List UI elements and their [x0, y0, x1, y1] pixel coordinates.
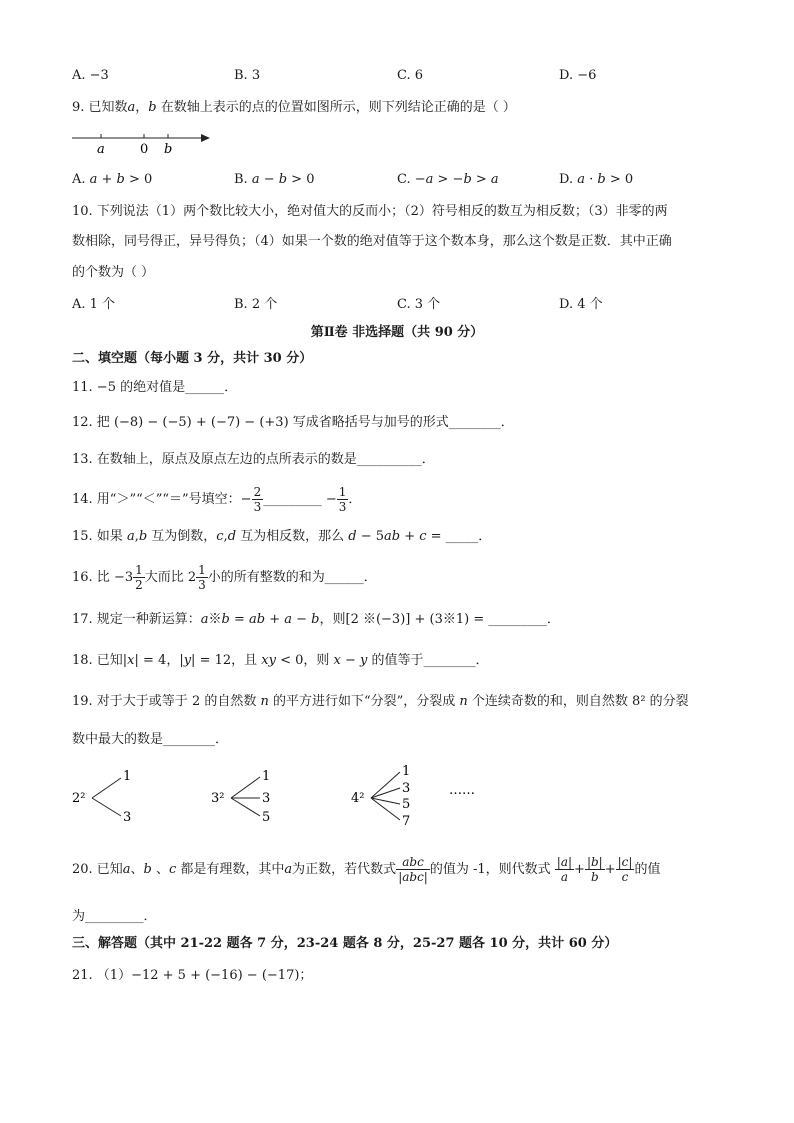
q20-fraction-b	[585, 855, 605, 884]
q20-mid: 的值为 -1，则代数式	[429, 862, 551, 877]
split-3-num-1: 1	[262, 769, 271, 784]
q20-plus-2: +	[604, 862, 616, 877]
q14	[72, 482, 361, 518]
base-3-squared: 3²	[211, 791, 225, 806]
q9-option-d: D. 𝑎 · 𝑏 > 0	[559, 172, 634, 187]
diagram-ellipsis: ……	[449, 783, 475, 798]
q20-f-num: 𝑎𝑏𝑐	[396, 855, 430, 870]
section2-title: 二、填空题（每小题 3 分，共计 30 分）	[72, 351, 313, 366]
q13: 13. 在数轴上，原点及原点左边的点所表示的数是__________．	[72, 452, 435, 467]
q20-fraction-abc	[396, 855, 430, 884]
axis-label-a: a	[97, 142, 105, 157]
q20-plus-1: +	[574, 862, 585, 877]
axis-label-b: b	[164, 142, 173, 157]
q16-suffix: 小的所有整数的和为______．	[207, 570, 377, 585]
q11: 11. −5 的绝对值是______．	[72, 380, 238, 395]
q20-fc-den: 𝑐	[621, 870, 629, 884]
number-line-arrow	[201, 134, 210, 142]
split-2-num-2: 3	[123, 810, 132, 825]
q9-option-b: B. 𝑎 − 𝑏 > 0	[234, 172, 315, 187]
q16-f1-den: 2	[135, 578, 143, 592]
q16-fraction-2	[196, 563, 208, 592]
axis-label-zero: 0	[140, 142, 149, 157]
q10-line2: 数相除，同号得正，异号得负；（4）如果一个数的绝对值等于这个数本身，那么这个数是正数．其中正确	[72, 234, 672, 249]
q20-f-den: |𝑎𝑏𝑐|	[398, 870, 428, 884]
number-line-diagram	[70, 128, 220, 158]
q10-option-b: B. 2 个	[234, 297, 278, 312]
branch-line	[92, 798, 121, 816]
split-4-num-3: 5	[402, 797, 411, 812]
q20-fa-den: 𝑎	[560, 870, 568, 884]
q19-line1: 19. 对于大于或等于 2 的自然数 𝑛 的平方进行如下“分裂”，分裂成 𝑛 个连续奇数的和，则自然数 8² 的分裂	[72, 694, 689, 709]
q14-fraction-2	[337, 485, 349, 514]
q17: 17. 规定一种新运算：𝑎※𝑏 = 𝑎𝑏 + 𝑎 − 𝑏，则[2 ※(−3)] + (3※1) = _________．	[72, 612, 560, 627]
q14-fraction-1	[252, 485, 264, 514]
split-4-num-1: 1	[402, 764, 411, 779]
q10-option-d: D. 4 个	[559, 297, 603, 312]
q18: 18. 已知|𝑥| = 4，|𝑦| = 12，且 𝑥𝑦 < 0，则 𝑥 − 𝑦 的值等于________．	[72, 653, 489, 668]
q16-f2-den: 3	[198, 578, 206, 592]
q20-fb-num: |𝑏|	[586, 855, 603, 869]
part2-title: 第Ⅱ卷 非选择题（共 90 分）	[310, 325, 484, 340]
q16-f1-num: 1	[135, 563, 143, 577]
q20-fb-den: 𝑏	[590, 870, 599, 884]
branch-line	[371, 788, 400, 798]
q14-mid: _________ −	[263, 492, 337, 507]
q12: 12. 把 (−8) − (−5) + (−7) − (+3) 写成省略括号与加号的形式________．	[72, 415, 514, 430]
q9-option-c: C. −𝑎 > −𝑏 > 𝑎	[397, 172, 499, 187]
q14-f2-num: 1	[338, 485, 347, 499]
q14-prefix: 14. 用“＞”“＜”“＝”号填空：−	[72, 492, 252, 507]
base-2-squared: 2²	[72, 791, 86, 806]
split-3-num-2: 3	[262, 791, 271, 806]
q20-prefix: 20. 已知𝑎、𝑏 、𝑐 都是有理数，其中𝑎为正数，若代数式	[72, 862, 397, 877]
q16-mid: 大而比 2	[144, 570, 197, 585]
split-4-num-4: 7	[402, 814, 411, 829]
q8-option-c: C. 6	[397, 68, 424, 83]
q16	[72, 560, 377, 596]
q20-suffix: 的值	[634, 862, 661, 877]
q20-fraction-c	[616, 855, 635, 884]
q16-f2-num: 1	[198, 563, 206, 577]
q10-option-c: C. 3 个	[397, 297, 441, 312]
q14-f1-num: 2	[253, 485, 262, 499]
q10-line3: 的个数为（ ）	[72, 265, 155, 280]
branch-line	[92, 778, 121, 798]
q16-prefix: 16. 比 −3	[72, 570, 134, 585]
q21: 21. （1）−12 + 5 + (−16) − (−17)；	[72, 968, 313, 983]
q19-line2: 数中最大的数是________．	[72, 732, 229, 747]
branch-line	[231, 777, 260, 798]
q8-option-b: B. 3	[234, 68, 261, 83]
q20-fc-num: |𝑐|	[617, 855, 633, 869]
q10-option-a: A. 1 个	[72, 297, 116, 312]
q14-f2-den: 3	[338, 500, 347, 514]
base-4-squared: 4²	[351, 791, 365, 806]
q15: 15. 如果 𝑎,𝑏 互为倒数，𝑐,𝑑 互为相反数，那么 𝑑 − 5𝑎𝑏 + 𝑐 = _____．	[72, 529, 492, 544]
q8-option-d: D. −6	[559, 68, 597, 83]
q14-f1-den: 3	[253, 500, 262, 514]
q20-fa-num: |𝑎|	[556, 855, 573, 869]
q10-line1: 10. 下列说法（1）两个数比较大小，绝对值大的反而小；（2）符号相反的数互为相反数；（3）非零的两	[72, 204, 668, 219]
branch-line	[371, 772, 400, 798]
section3-title: 三、解答题（其中 21-22 题各 7 分，23-24 题各 8 分，25-27 题各 10 分，共计 60 分）	[72, 936, 618, 951]
q20	[72, 852, 660, 888]
branch-line	[231, 798, 260, 816]
odd-split-diagram	[66, 762, 486, 832]
q16-fraction-1	[133, 563, 145, 592]
q20-fraction-a	[555, 855, 574, 884]
q9-option-a: A. 𝑎 + 𝑏 > 0	[72, 172, 153, 187]
q8-option-a: A. −3	[72, 68, 109, 83]
split-3-num-3: 5	[262, 810, 271, 825]
split-2-num-1: 1	[123, 769, 132, 784]
split-4-num-2: 3	[402, 781, 411, 796]
q20-line2: 为_________．	[72, 909, 157, 924]
q14-suffix: ．	[348, 492, 362, 507]
q9-stem: 9. 已知数𝑎，𝑏 在数轴上表示的点的位置如图所示，则下列结论正确的是（ ）	[72, 100, 516, 115]
